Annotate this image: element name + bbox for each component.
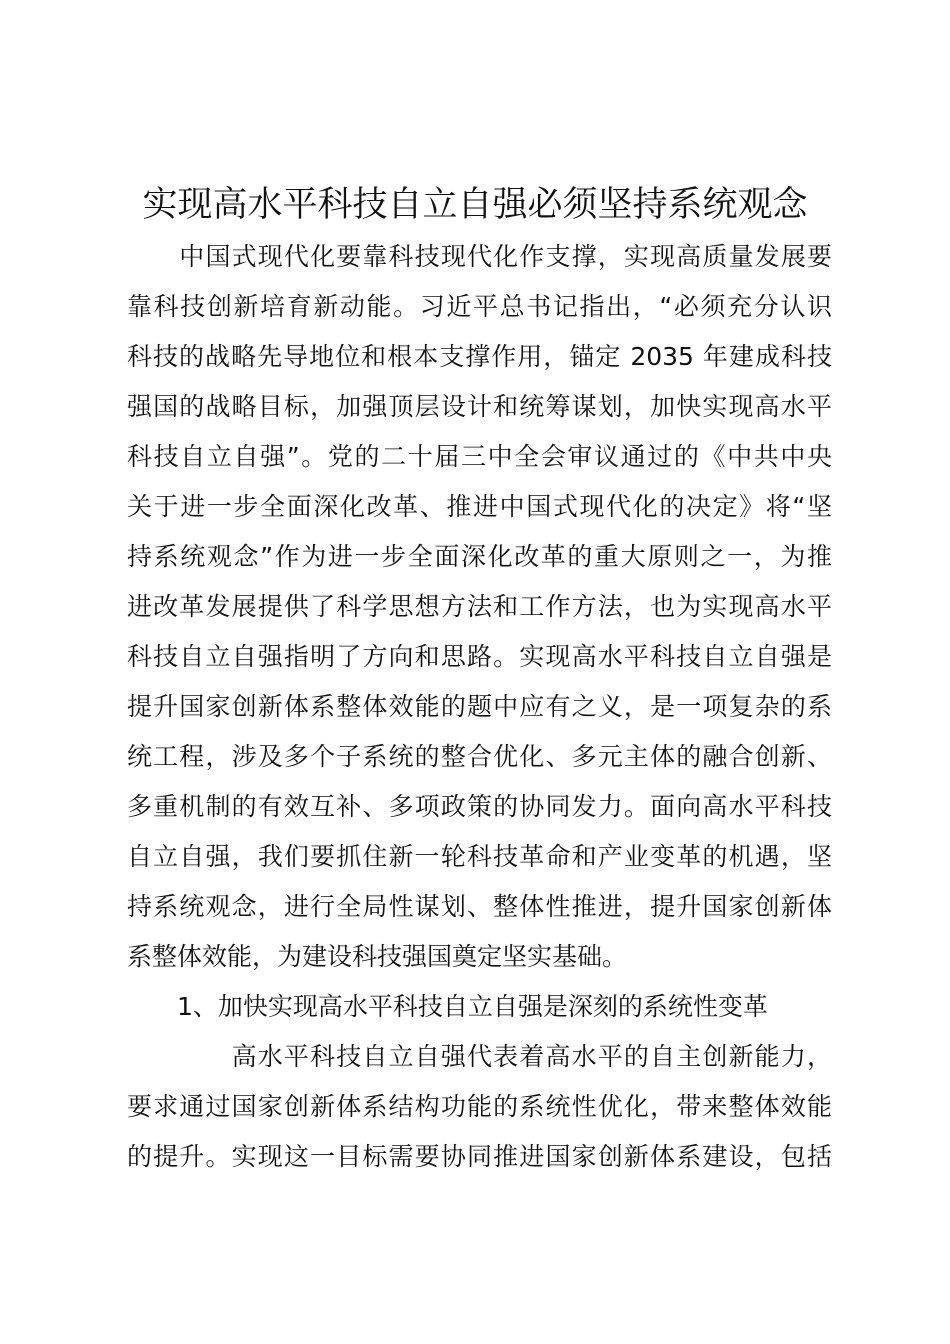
paragraph-line: 统工程，涉及多个子系统的整合优化、多元主体的融合创新、 (127, 742, 832, 771)
paragraph-line: 靠科技创新培育新动能。习近平总书记指出，“必须充分认识 (127, 292, 832, 321)
paragraph-line: 的提升。实现这一目标需要协同推进国家创新体系建设，包括 (127, 1142, 832, 1171)
paragraph-line: 进改革发展提供了科学思想方法和工作方法，也为实现高水平 (127, 592, 832, 621)
paragraph-line: 科技的战略先导地位和根本支撑作用，锚定 2035 年建成科技 (127, 342, 832, 371)
paragraph-line: 关于进一步全面深化改革、推进中国式现代化的决定》将“坚 (127, 492, 832, 521)
paragraph-line: 科技自立自强指明了方向和思路。实现高水平科技自立自强是 (127, 642, 832, 671)
paragraph-line: 自立自强，我们要抓住新一轮科技革命和产业变革的机遇，坚 (127, 842, 832, 871)
paragraph-line: 科技自立自强”。党的二十届三中全会审议通过的《中共中央 (127, 442, 832, 471)
paragraph-line: 持系统观念，进行全局性谋划、整体性推进，提升国家创新体 (127, 892, 832, 921)
paragraph-line: 多重机制的有效互补、多项政策的协同发力。面向高水平科技 (127, 792, 832, 821)
paragraph-line: 持系统观念”作为进一步全面深化改革的重大原则之一，为推 (127, 542, 832, 571)
paragraph-line: 系整体效能，为建设科技强国奠定坚实基础。 (127, 942, 628, 971)
paragraph-line: 强国的战略目标，加强顶层设计和统筹谋划，加快实现高水平 (127, 392, 832, 421)
section-heading: 1、加快实现高水平科技自立自强是深刻的系统性变革 (127, 992, 768, 1021)
paragraph-line: 提升国家创新体系整体效能的题中应有之义，是一项复杂的系 (127, 692, 832, 721)
document-title: 实现高水平科技自立自强必须坚持系统观念 (142, 185, 808, 225)
paragraph-line: 要求通过国家创新体系结构功能的系统性优化，带来整体效能 (127, 1092, 832, 1121)
paragraph-line: 中国式现代化要靠科技现代化作支撑，实现高质量发展要 (127, 242, 832, 271)
paragraph-line: 高水平科技自立自强代表着高水平的自主创新能力， (127, 1042, 832, 1071)
